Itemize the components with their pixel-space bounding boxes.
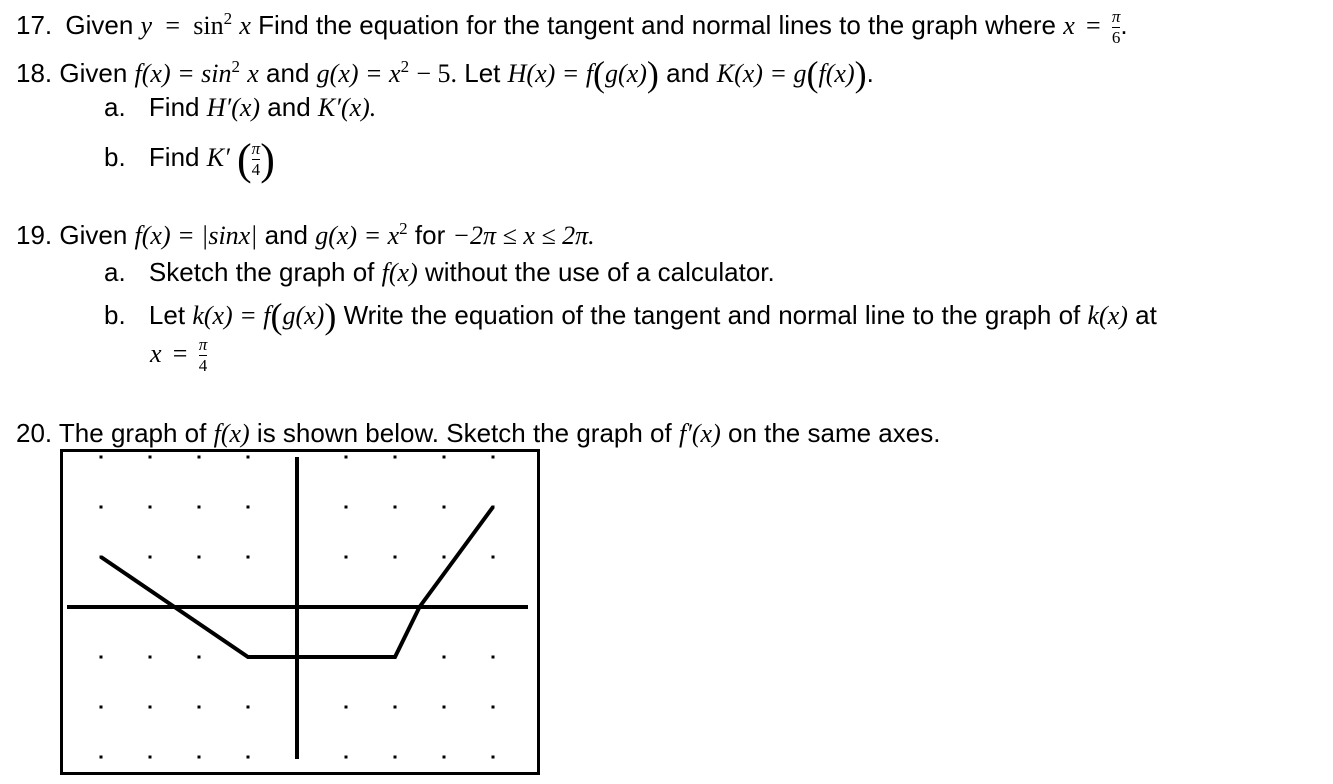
grid-dot (443, 706, 446, 709)
grid-dot (394, 506, 397, 509)
question-19b-cont (150, 336, 207, 375)
q19b-x: x (150, 339, 162, 369)
q18-g-exp: 2 (400, 57, 410, 76)
question-17 (16, 8, 1128, 47)
question-19a (104, 259, 775, 286)
q18a-label: a. (104, 92, 126, 122)
grid-dot (247, 756, 250, 759)
q17-sin: sin (193, 11, 224, 41)
q19b-frac-den: 4 (198, 355, 208, 375)
q20-text1: The graph of (58, 418, 207, 448)
q17-text: Find the equation for the tangent and normal lines to the graph where (258, 10, 1056, 41)
q19b-text: Write the equation of the tangent and normal line to the graph of (343, 300, 1081, 330)
question-19b (104, 298, 1157, 334)
q17-eq: = (165, 11, 180, 41)
grid-dot (198, 456, 201, 459)
grid-dot (345, 456, 348, 459)
grid-dot (345, 506, 348, 509)
grid-dot (100, 706, 103, 709)
grid-dot (149, 706, 152, 709)
grid-dot (100, 756, 103, 759)
question-18 (16, 56, 874, 92)
grid-dot (394, 756, 397, 759)
grid-dot (198, 656, 201, 659)
q19-number: 19. (16, 220, 53, 250)
grid-dot (345, 756, 348, 759)
q19-f-def: f(x) = |sinx| (134, 221, 258, 250)
grid-dot (198, 506, 201, 509)
q19a-text1: Sketch the graph of (148, 257, 375, 287)
grid-dot (149, 756, 152, 759)
q18-K-def: K(x) = g (716, 59, 807, 88)
q19a-text2: without the use of a calculator. (424, 257, 775, 287)
question-19 (16, 219, 595, 250)
q19b-frac-num: π (198, 335, 208, 354)
q19b-k: k(x) = f (192, 301, 271, 330)
q18-H-arg: g(x) (605, 59, 647, 88)
q17-frac-num: π (1111, 7, 1121, 26)
q19b-eq: = (172, 339, 188, 369)
q18-K-arg: f(x) (818, 59, 855, 88)
q19-g-def: g(x) = x (315, 221, 400, 250)
q18a-and: and (267, 92, 311, 122)
q18b-frac-num: π (251, 138, 261, 158)
q18-number: 18. (16, 58, 53, 88)
q20-text2: is shown below. Sketch the graph of (256, 418, 672, 448)
q18-H-def: H(x) = f (507, 59, 594, 88)
grid-dot (100, 456, 103, 459)
q20-fx: f(x) (213, 419, 250, 448)
grid-dot (149, 506, 152, 509)
q18-given: Given (59, 58, 128, 88)
grid-dot (492, 456, 495, 459)
question-20 (16, 420, 940, 447)
grid-dot (492, 706, 495, 709)
q18-H-lparen: ( (593, 54, 606, 94)
q19a-fx: f(x) (381, 258, 418, 287)
q18a-H: H′(x) (206, 93, 261, 122)
q18-g-rest: − 5. (416, 59, 458, 88)
q18b-fraction (252, 140, 261, 179)
q19b-label: b. (104, 300, 126, 330)
q19b-lparen: ( (270, 296, 283, 336)
grid-dot (198, 556, 201, 559)
grid-dot (149, 456, 152, 459)
q17-frac-den: 6 (1111, 27, 1121, 47)
grid-dot (247, 506, 250, 509)
q17-y: y (140, 11, 153, 41)
grid-dot (443, 556, 446, 559)
q19-for: for (414, 220, 446, 250)
grid-dot (149, 556, 152, 559)
grid-dot (345, 706, 348, 709)
q18-K-lparen: ( (806, 54, 819, 94)
function-graph (60, 449, 540, 775)
grid-dot (198, 706, 201, 709)
grid-dot (100, 506, 103, 509)
q18-period: . (866, 58, 874, 88)
grid-dot (443, 456, 446, 459)
graph-frame (62, 451, 539, 774)
q18-and2: and (666, 58, 710, 88)
grid-dot (492, 656, 495, 659)
q18-let: Let (464, 58, 501, 88)
q20-text3: on the same axes. (727, 418, 941, 448)
grid-dot (100, 656, 103, 659)
grid-dot (149, 656, 152, 659)
q19b-fraction (199, 336, 208, 375)
grid-dot (443, 756, 446, 759)
q18b-label: b. (104, 142, 126, 172)
q19b-let: Let (148, 300, 186, 330)
q17-eq2: = (1085, 11, 1101, 41)
q19-g-exp: 2 (399, 219, 408, 238)
q17-number: 17. (16, 10, 53, 41)
q17-exp: 2 (223, 9, 233, 29)
q19-and: and (264, 220, 308, 250)
question-18b (104, 135, 275, 184)
grid-dot (394, 706, 397, 709)
q18a-find: Find (148, 92, 200, 122)
q18b-frac-den: 4 (251, 159, 261, 179)
grid-dot (394, 456, 397, 459)
q18a-K: K′(x). (317, 93, 377, 122)
q18-f-x: x (247, 59, 259, 88)
q17-x2: x (1063, 11, 1075, 41)
q18b-lparen: ( (237, 135, 252, 184)
q17-given: Given (65, 10, 134, 41)
q18-g-def: g(x) = x (316, 59, 401, 88)
grid-dot (247, 706, 250, 709)
q19a-label: a. (104, 257, 126, 287)
q19b-rparen: ) (324, 296, 337, 336)
q18b-K: K′ (206, 143, 230, 172)
grid-dot (345, 556, 348, 559)
q18-K-rparen: ) (854, 54, 867, 94)
q18b-find: Find (148, 142, 200, 172)
q19b-at: at (1135, 300, 1157, 330)
q18b-rparen: ) (260, 135, 275, 184)
q19b-kx: k(x) (1087, 301, 1128, 330)
q19-given: Given (59, 220, 128, 250)
question-18a (104, 94, 376, 121)
q18-f-def: f(x) = sin (134, 59, 232, 88)
q19b-arg: g(x) (282, 301, 325, 330)
grid-dot (394, 556, 397, 559)
q18-and1: and (266, 58, 310, 88)
grid-dot (247, 456, 250, 459)
q20-fpx: f′(x) (678, 419, 721, 448)
q17-x: x (239, 11, 251, 41)
grid-dot (492, 756, 495, 759)
q17-period: . (1120, 10, 1128, 41)
grid-dot (492, 556, 495, 559)
q19-range: −2π ≤ x ≤ 2π. (452, 221, 595, 250)
grid-dot (443, 506, 446, 509)
grid-dot (247, 556, 250, 559)
q20-number: 20. (16, 418, 53, 448)
q18-f-exp: 2 (231, 57, 241, 76)
q18-H-rparen: ) (646, 54, 659, 94)
grid-dot (198, 756, 201, 759)
grid-dot (443, 656, 446, 659)
